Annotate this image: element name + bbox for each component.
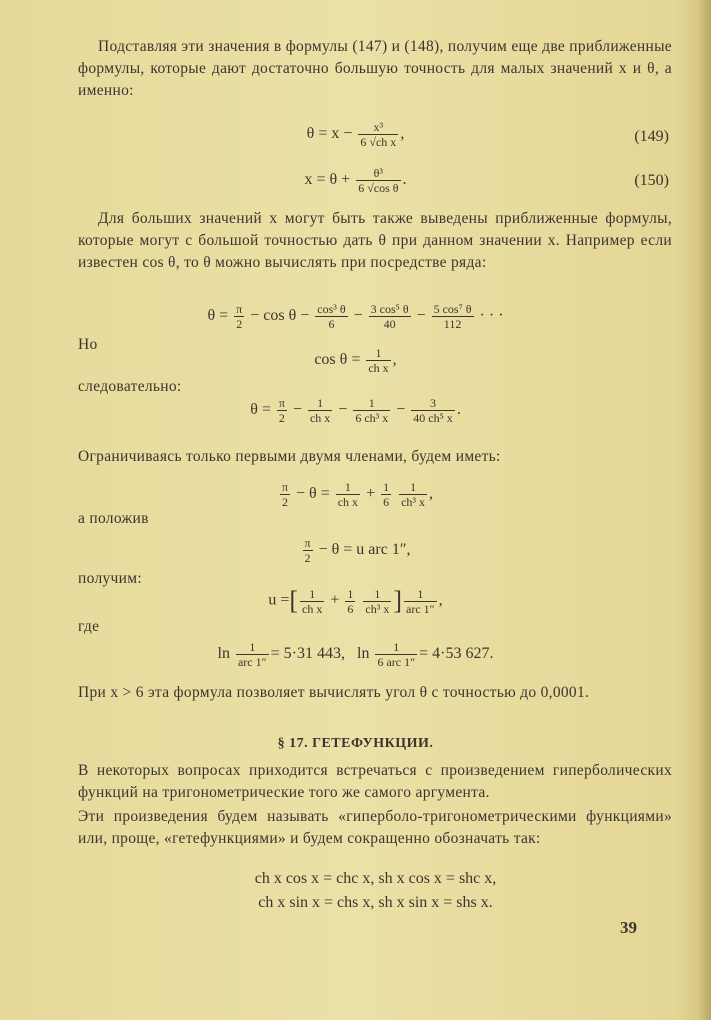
cos-equation: cos θ = $\frac{1}{\text{ch x}}$ , [314,346,397,375]
series-equation: θ = $\frac{\pi}{2}$ − cos θ − $\frac{\text{cos³ θ}}{6}$ − $\frac{\text{3 cos⁵ θ}}{40}$ − $\frac{\text{5 cos⁷ θ}}{112}$ · · · [207,302,504,331]
paragraph-1: Подставляя эти значения в формулы (147) и (148), получим еще две приближенные формулы, которые дают достаточно большую точность для малых значений x и θ, а именно: [78,38,672,99]
equation-u: u =[ $\frac{1}{\text{ch x}}$ + $\frac{1}{6}$ $\frac{1}{\text{ch³ x}}$ ] $\frac{1}{\text{arc 1″}}$ , [268,586,443,616]
text-gde: где [78,618,100,635]
section-heading: § 17. ГЕТЕФУНКЦИИ. [277,736,434,751]
text-no: Но [78,336,98,353]
page-edge [697,0,711,1020]
equation-label-150: (150) [634,172,669,189]
equation-a: $\frac{\pi}{2}$ − θ = $\frac{1}{\text{ch x}}$ + $\frac{1}{6}$ $\frac{1}{\text{ch³ x}}$ , [281,480,434,509]
text-sledovatelno: следовательно: [78,378,182,395]
definition-line-2: ch x sin x = chs x, sh x sin x = shs x. [258,894,493,911]
paragraph-2: Для больших значений x могут быть также выведены приближенные формулы, которые могут с большой точностью дать θ при данном значении x. Например если известен cos θ, то θ можно вычислять при посредстве ряда: [78,210,672,271]
paragraph-3: Ограничиваясь только первыми двумя членами, будем иметь: [78,448,501,465]
equation-b: $\frac{\pi}{2}$ − θ = u arc 1″, [304,536,411,565]
text-polozhiv: а положив [78,510,149,527]
theta-equation: θ = $\frac{\pi}{2}$ − $\frac{1}{\text{ch x}}$ − $\frac{1}{\text{6 ch³ x}}$ − $\frac{3}{\text{40 ch⁵ x}}$ . [250,396,461,425]
page-number: 39 [620,918,637,937]
equation-150: x = θ + $\frac{\text{θ³}}{\text{6 √cos θ}}$ . [304,166,407,195]
text-poluchim: получим: [78,570,142,587]
equation-149: θ = x − $\frac{\text{x³}}{\text{6 √ch x}}$ , [306,120,405,149]
paragraph-5: В некоторых вопросах приходится встречаться с произведением гиперболических функций на тригонометрические того же самого аргумента. [78,762,672,801]
definition-line-1: ch x cos x = chc x, sh x cos x = shc x, [254,870,497,887]
equation-ln: ln $\frac{1}{\text{arc 1″}}$ = 5·31 443, ln $\frac{1}{\text{6 arc 1″}}$ = 4·53 627. [217,640,494,669]
equation-label-149: (149) [634,128,669,145]
fraction: $\frac{\text{x³}}{\text{6 √ch x}}$ [360,120,397,149]
paragraph-4: При x > 6 эта формула позволяет вычислять угол θ с точностью до 0,0001. [78,684,590,701]
paragraph-6: Эти произведения будем называть «гиперболо-тригонометрическими функциями» или, проще, «гетефункциями» и будем сокращенно обозначать так: [78,808,672,847]
fraction: $\frac{\text{θ³}}{\text{6 √cos θ}}$ [358,166,399,195]
